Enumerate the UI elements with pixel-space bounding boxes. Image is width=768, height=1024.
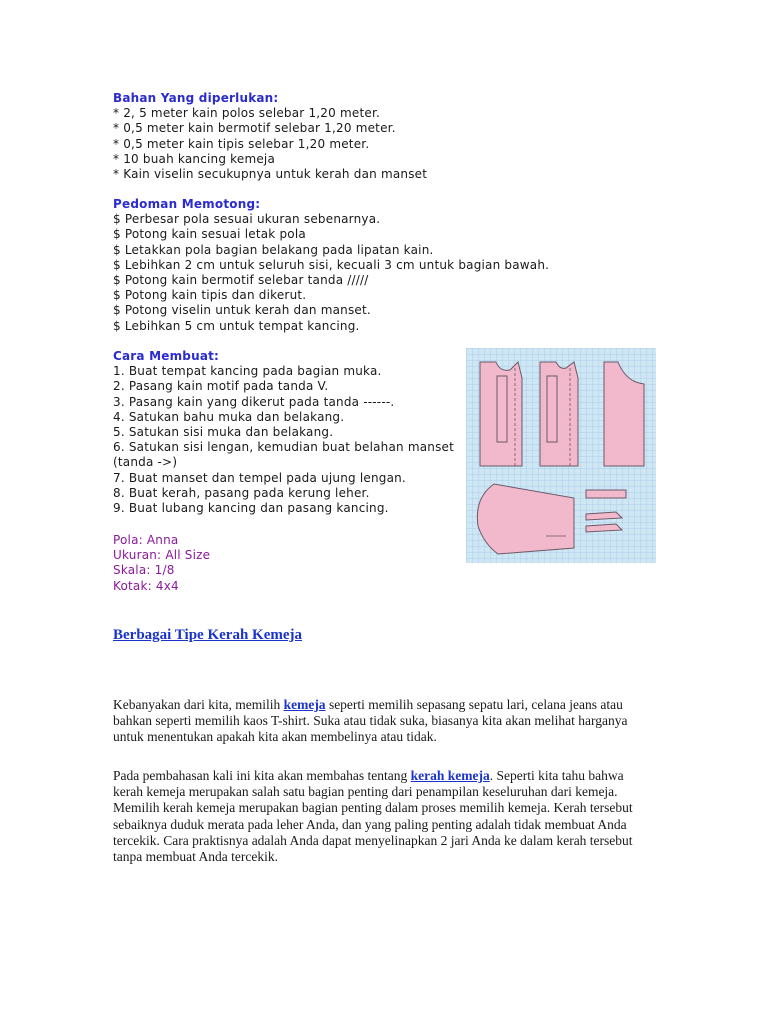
shirt-pattern-drawing bbox=[466, 348, 656, 563]
pattern-size: Ukuran: All Size bbox=[113, 548, 211, 563]
article-title-link[interactable]: Berbagai Tipe Kerah Kemeja bbox=[113, 627, 303, 643]
article-paragraph-1 bbox=[113, 697, 653, 746]
materials-item: * 0,5 meter kain bermotif selebar 1,20 meter. bbox=[113, 121, 396, 136]
paragraph-text: Pada pembahasan kali ini kita akan membahas tentang bbox=[113, 768, 411, 783]
paragraph-text: . Seperti kita tahu bahwa kerah kemeja merupakan salah satu bagian penting dari penampilan keseluruhan dari kemeja. Memilih kerah kemeja merupakan bagian penting dalam proses memilih kemeja. Kerah tersebut sebaiknya duduk merata pada leher Anda, dan yang paling penting adalah tidak membuat Anda tercekik. Cara praktisnya adalah Anda dapat menyelinapkan 2 jari Anda ke dalam kerah tersebut tanpa membuat Anda tercekik. bbox=[113, 768, 633, 865]
instructions-section bbox=[113, 349, 454, 516]
materials-section bbox=[113, 91, 427, 182]
cutting-guide-item: $ Potong kain bermotif selebar tanda ///// bbox=[113, 272, 369, 287]
cutting-guide-item: $ Potong viselin untuk kerah dan manset. bbox=[113, 303, 371, 318]
instruction-item: 6. Satukan sisi lengan, kemudian buat belahan manset bbox=[113, 440, 455, 455]
cutting-guide-heading: Pedoman Memotong: bbox=[113, 197, 261, 211]
pattern-info bbox=[113, 533, 210, 594]
collar-stand-piece bbox=[586, 524, 622, 532]
cutting-guide-item: $ Potong kain tipis dan dikerut. bbox=[113, 288, 307, 303]
paragraph-text: Kebanyakan dari kita, memilih bbox=[113, 697, 284, 712]
kerah-kemeja-link[interactable]: kerah kemeja bbox=[410, 768, 490, 783]
cutting-guide-item: $ Letakkan pola bagian belakang pada lipatan kain. bbox=[113, 242, 434, 257]
materials-item: * 0,5 meter kain tipis selebar 1,20 meter. bbox=[113, 136, 370, 151]
instruction-item: 8. Buat kerah, pasang pada kerung leher. bbox=[113, 485, 370, 500]
instruction-item: 9. Buat lubang kancing dan pasang kancing. bbox=[113, 500, 389, 515]
article-paragraph-2 bbox=[113, 768, 653, 865]
materials-item: * 2, 5 meter kain polos selebar 1,20 meter. bbox=[113, 106, 380, 121]
instruction-item: 3. Pasang kain yang dikerut pada tanda ------. bbox=[113, 394, 395, 409]
cutting-guide-item: $ Lebihkan 2 cm untuk seluruh sisi, kecuali 3 cm untuk bagian bawah. bbox=[113, 257, 550, 272]
cutting-guide-section bbox=[113, 197, 549, 334]
materials-item: * 10 buah kancing kemeja bbox=[113, 151, 276, 166]
pattern-grid: Kotak: 4x4 bbox=[113, 578, 179, 593]
instructions-heading: Cara Membuat: bbox=[113, 349, 220, 363]
cuff-piece bbox=[586, 490, 626, 498]
instruction-item: 5. Satukan sisi muka dan belakang. bbox=[113, 424, 334, 439]
collar-piece bbox=[586, 512, 622, 520]
front-piece-left bbox=[480, 362, 522, 466]
instruction-item: (tanda ->) bbox=[113, 455, 178, 470]
paragraph-text: seperti memilih sepasang sepatu lari, celana jeans atau bahkan seperti memilih kaos T-shirt. Suka atau tidak suka, biasanya kita akan melihat harganya untuk menentukan apakah kita akan membelinya atau tidak. bbox=[113, 697, 628, 745]
shirt-pattern-image bbox=[466, 348, 656, 563]
cutting-guide-item: $ Perbesar pola sesuai ukuran sebenarnya. bbox=[113, 212, 381, 227]
pattern-name: Pola: Anna bbox=[113, 533, 179, 547]
cutting-guide-item: $ Lebihkan 5 cm untuk tempat kancing. bbox=[113, 318, 360, 333]
instruction-item: 7. Buat manset dan tempel pada ujung lengan. bbox=[113, 470, 406, 485]
pattern-scale: Skala: 1/8 bbox=[113, 563, 175, 578]
instruction-item: 2. Pasang kain motif pada tanda V. bbox=[113, 379, 329, 394]
cutting-guide-item: $ Potong kain sesuai letak pola bbox=[113, 227, 306, 242]
kemeja-link[interactable]: kemeja bbox=[283, 697, 326, 712]
materials-heading: Bahan Yang diperlukan: bbox=[113, 91, 279, 105]
instruction-item: 1. Buat tempat kancing pada bagian muka. bbox=[113, 364, 382, 379]
front-piece-right bbox=[540, 362, 578, 466]
instruction-item: 4. Satukan bahu muka dan belakang. bbox=[113, 409, 345, 424]
materials-item: * Kain viselin secukupnya untuk kerah dan manset bbox=[113, 166, 428, 181]
